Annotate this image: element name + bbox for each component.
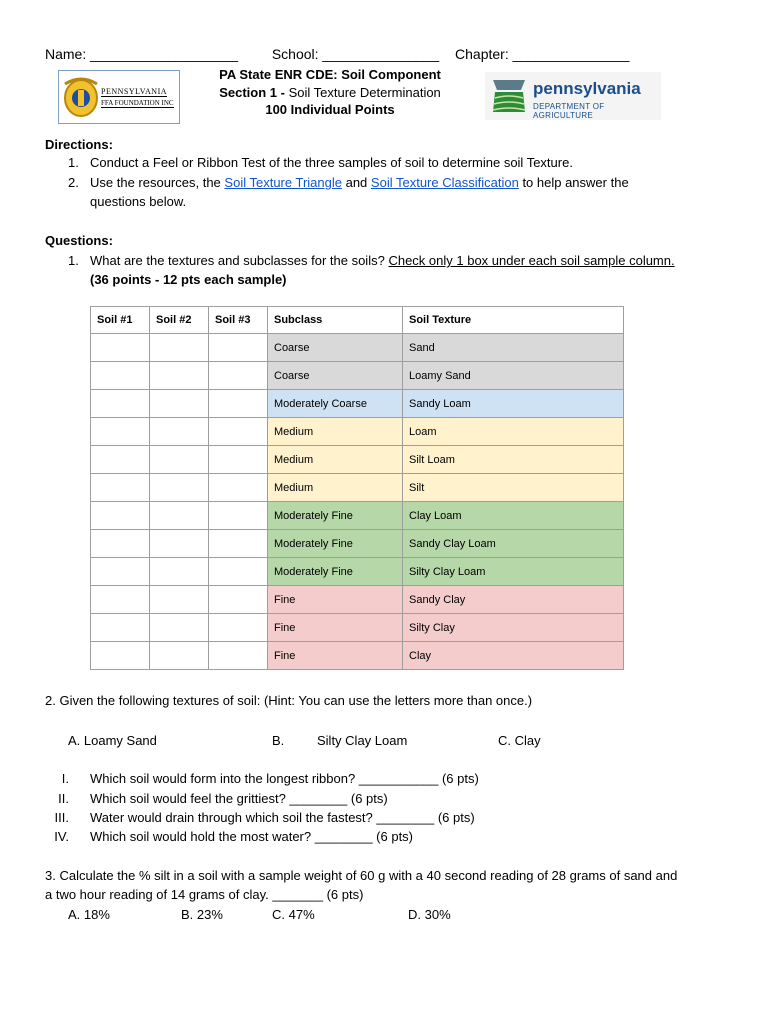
table-row xyxy=(91,390,624,418)
soil-2-checkbox[interactable] xyxy=(150,558,209,586)
question-1-text: What are the textures and subclasses for the soils? xyxy=(90,253,385,268)
points-total: 100 Individual Points xyxy=(265,102,395,117)
texture-cell: Loamy Sand xyxy=(403,362,624,390)
section-name: Soil Texture Determination xyxy=(288,85,441,100)
soil-2-checkbox[interactable] xyxy=(150,642,209,670)
question-2-option-b: Silty Clay Loam xyxy=(317,733,408,748)
table-row xyxy=(91,614,624,642)
soil-1-checkbox[interactable] xyxy=(91,418,150,446)
col-header-soil-3: Soil #3 xyxy=(209,307,268,334)
soil-1-checkbox[interactable] xyxy=(91,502,150,530)
question-2-text: 2. Given the following textures of soil: (Hint: You can use the letters more than once.) xyxy=(45,693,533,708)
soil-3-checkbox[interactable] xyxy=(209,446,268,474)
question-3-option-d: D. 30% xyxy=(408,907,451,922)
soil-3-checkbox[interactable] xyxy=(209,474,268,502)
soil-3-checkbox[interactable] xyxy=(209,334,268,362)
directions-heading: Directions: xyxy=(45,137,113,152)
question-2-item-ii[interactable]: Which soil would feel the grittiest? ________ (6 pts) xyxy=(90,791,388,806)
question-1 xyxy=(90,253,675,268)
soil-texture-classification-link[interactable]: Soil Texture Classification xyxy=(370,175,519,190)
soil-3-checkbox[interactable] xyxy=(209,390,268,418)
subclass-cell: Medium xyxy=(268,474,403,502)
chapter-field[interactable]: Chapter: _______________ xyxy=(455,46,630,62)
directions-item-2-cont: questions below. xyxy=(90,194,187,209)
subclass-cell: Moderately Fine xyxy=(268,558,403,586)
name-field[interactable]: Name: ___________________ xyxy=(45,46,239,62)
table-row xyxy=(91,446,624,474)
soil-1-checkbox[interactable] xyxy=(91,530,150,558)
soil-3-checkbox[interactable] xyxy=(209,530,268,558)
texture-cell: Clay xyxy=(403,642,624,670)
question-2-item-iii[interactable]: Water would drain through which soil the fastest? ________ (6 pts) xyxy=(90,810,475,825)
texture-cell: Sandy Loam xyxy=(403,390,624,418)
soil-2-checkbox[interactable] xyxy=(150,334,209,362)
directions-num-1: 1. xyxy=(68,155,79,170)
soil-2-checkbox[interactable] xyxy=(150,418,209,446)
soil-1-checkbox[interactable] xyxy=(91,362,150,390)
question-1-instruction: Check only 1 box under each soil sample column. xyxy=(388,253,675,268)
directions-item-1: Conduct a Feel or Ribbon Test of the three samples of soil to determine soil Texture. xyxy=(90,155,573,170)
question-3-line-2[interactable]: a two hour reading of 14 grams of clay. _______ (6 pts) xyxy=(45,887,364,902)
texture-cell: Silt Loam xyxy=(403,446,624,474)
table-row xyxy=(91,474,624,502)
table-row xyxy=(91,530,624,558)
soil-3-checkbox[interactable] xyxy=(209,362,268,390)
ffa-logo-text: PENNSYLVANIA xyxy=(101,87,168,96)
table-row xyxy=(91,586,624,614)
soil-3-checkbox[interactable] xyxy=(209,642,268,670)
soil-3-checkbox[interactable] xyxy=(209,502,268,530)
soil-1-checkbox[interactable] xyxy=(91,474,150,502)
question-2-num-i: I. xyxy=(61,771,69,786)
question-3-line-1: 3. Calculate the % silt in a soil with a sample weight of 60 g with a 40 second reading of 28 grams of sand and xyxy=(45,868,678,883)
soil-3-checkbox[interactable] xyxy=(209,614,268,642)
pda-logo-title: pennsylvania xyxy=(533,79,641,98)
soil-2-checkbox[interactable] xyxy=(150,474,209,502)
soil-1-checkbox[interactable] xyxy=(91,614,150,642)
soil-1-checkbox[interactable] xyxy=(91,642,150,670)
soil-1-checkbox[interactable] xyxy=(91,446,150,474)
subclass-cell: Fine xyxy=(268,614,403,642)
keystone-field-icon xyxy=(489,76,529,116)
question-2-num-iii: III. xyxy=(54,810,69,825)
pda-logo-subtitle: DEPARTMENT OF AGRICULTURE xyxy=(533,102,605,120)
soil-3-checkbox[interactable] xyxy=(209,418,268,446)
soil-2-checkbox[interactable] xyxy=(150,390,209,418)
soil-texture-table xyxy=(90,306,624,670)
soil-1-checkbox[interactable] xyxy=(91,390,150,418)
table-row xyxy=(91,362,624,390)
texture-cell: Sandy Clay xyxy=(403,586,624,614)
soil-2-checkbox[interactable] xyxy=(150,362,209,390)
soil-2-checkbox[interactable] xyxy=(150,446,209,474)
col-header-texture: Soil Texture xyxy=(403,307,624,334)
texture-cell: Sandy Clay Loam xyxy=(403,530,624,558)
subclass-cell: Coarse xyxy=(268,334,403,362)
pa-agriculture-logo xyxy=(485,72,661,120)
questions-heading: Questions: xyxy=(45,233,113,248)
table-row xyxy=(91,642,624,670)
question-1-points: (36 points - 12 pts each sample) xyxy=(90,272,287,287)
directions-num-2: 2. xyxy=(68,175,79,190)
soil-1-checkbox[interactable] xyxy=(91,558,150,586)
texture-cell: Silt xyxy=(403,474,624,502)
subclass-cell: Fine xyxy=(268,642,403,670)
table-header-row xyxy=(91,307,624,334)
texture-cell: Sand xyxy=(403,334,624,362)
section-label: Section 1 - xyxy=(219,85,285,100)
question-3-option-a: A. 18% xyxy=(68,907,110,922)
soil-texture-triangle-link[interactable]: Soil Texture Triangle xyxy=(224,175,342,190)
soil-2-checkbox[interactable] xyxy=(150,586,209,614)
directions-item-2 xyxy=(90,175,629,190)
directions-item-2-post: to help answer the xyxy=(522,175,629,190)
ffa-logo-subtext: FFA FOUNDATION INC xyxy=(101,99,174,107)
subclass-cell: Moderately Fine xyxy=(268,530,403,558)
directions-item-2-pre: Use the resources, the xyxy=(90,175,221,190)
question-3-option-b: B. 23% xyxy=(181,907,223,922)
table-row xyxy=(91,502,624,530)
soil-1-checkbox[interactable] xyxy=(91,334,150,362)
document-title: PA State ENR CDE: Soil Component xyxy=(219,67,441,82)
texture-cell: Silty Clay Loam xyxy=(403,558,624,586)
texture-cell: Silty Clay xyxy=(403,614,624,642)
soil-3-checkbox[interactable] xyxy=(209,586,268,614)
table-row xyxy=(91,334,624,362)
question-2-item-i[interactable]: Which soil would form into the longest ribbon? ___________ (6 pts) xyxy=(90,771,479,786)
question-2-item-iv[interactable]: Which soil would hold the most water? ________ (6 pts) xyxy=(90,829,414,844)
soil-2-checkbox[interactable] xyxy=(150,614,209,642)
texture-cell: Loam xyxy=(403,418,624,446)
school-field[interactable]: School: _______________ xyxy=(271,46,440,62)
texture-cell: Clay Loam xyxy=(403,502,624,530)
soil-3-checkbox[interactable] xyxy=(209,558,268,586)
ffa-foundation-logo xyxy=(58,70,180,124)
subclass-cell: Fine xyxy=(268,586,403,614)
table-row xyxy=(91,418,624,446)
question-2-option-c: C. Clay xyxy=(498,733,541,748)
header-fields xyxy=(45,46,629,62)
question-2-option-b-letter: B. xyxy=(272,733,285,748)
question-3-option-c: C. 47% xyxy=(272,907,315,922)
soil-1-checkbox[interactable] xyxy=(91,586,150,614)
soil-2-checkbox[interactable] xyxy=(150,530,209,558)
table-row xyxy=(91,558,624,586)
col-header-soil-1: Soil #1 xyxy=(91,307,150,334)
question-num-1: 1. xyxy=(68,253,79,268)
question-2-option-a: A. Loamy Sand xyxy=(68,733,157,748)
ffa-emblem-icon xyxy=(61,74,101,120)
col-header-subclass: Subclass xyxy=(268,307,403,334)
subclass-cell: Medium xyxy=(268,418,403,446)
subclass-cell: Moderately Fine xyxy=(268,502,403,530)
subclass-cell: Moderately Coarse xyxy=(268,390,403,418)
section-title xyxy=(200,85,460,100)
question-2-num-ii: II. xyxy=(58,791,69,806)
col-header-soil-2: Soil #2 xyxy=(150,307,209,334)
soil-2-checkbox[interactable] xyxy=(150,502,209,530)
subclass-cell: Medium xyxy=(268,446,403,474)
question-2-num-iv: IV. xyxy=(54,829,69,844)
directions-item-2-mid: and xyxy=(345,175,368,190)
subclass-cell: Coarse xyxy=(268,362,403,390)
